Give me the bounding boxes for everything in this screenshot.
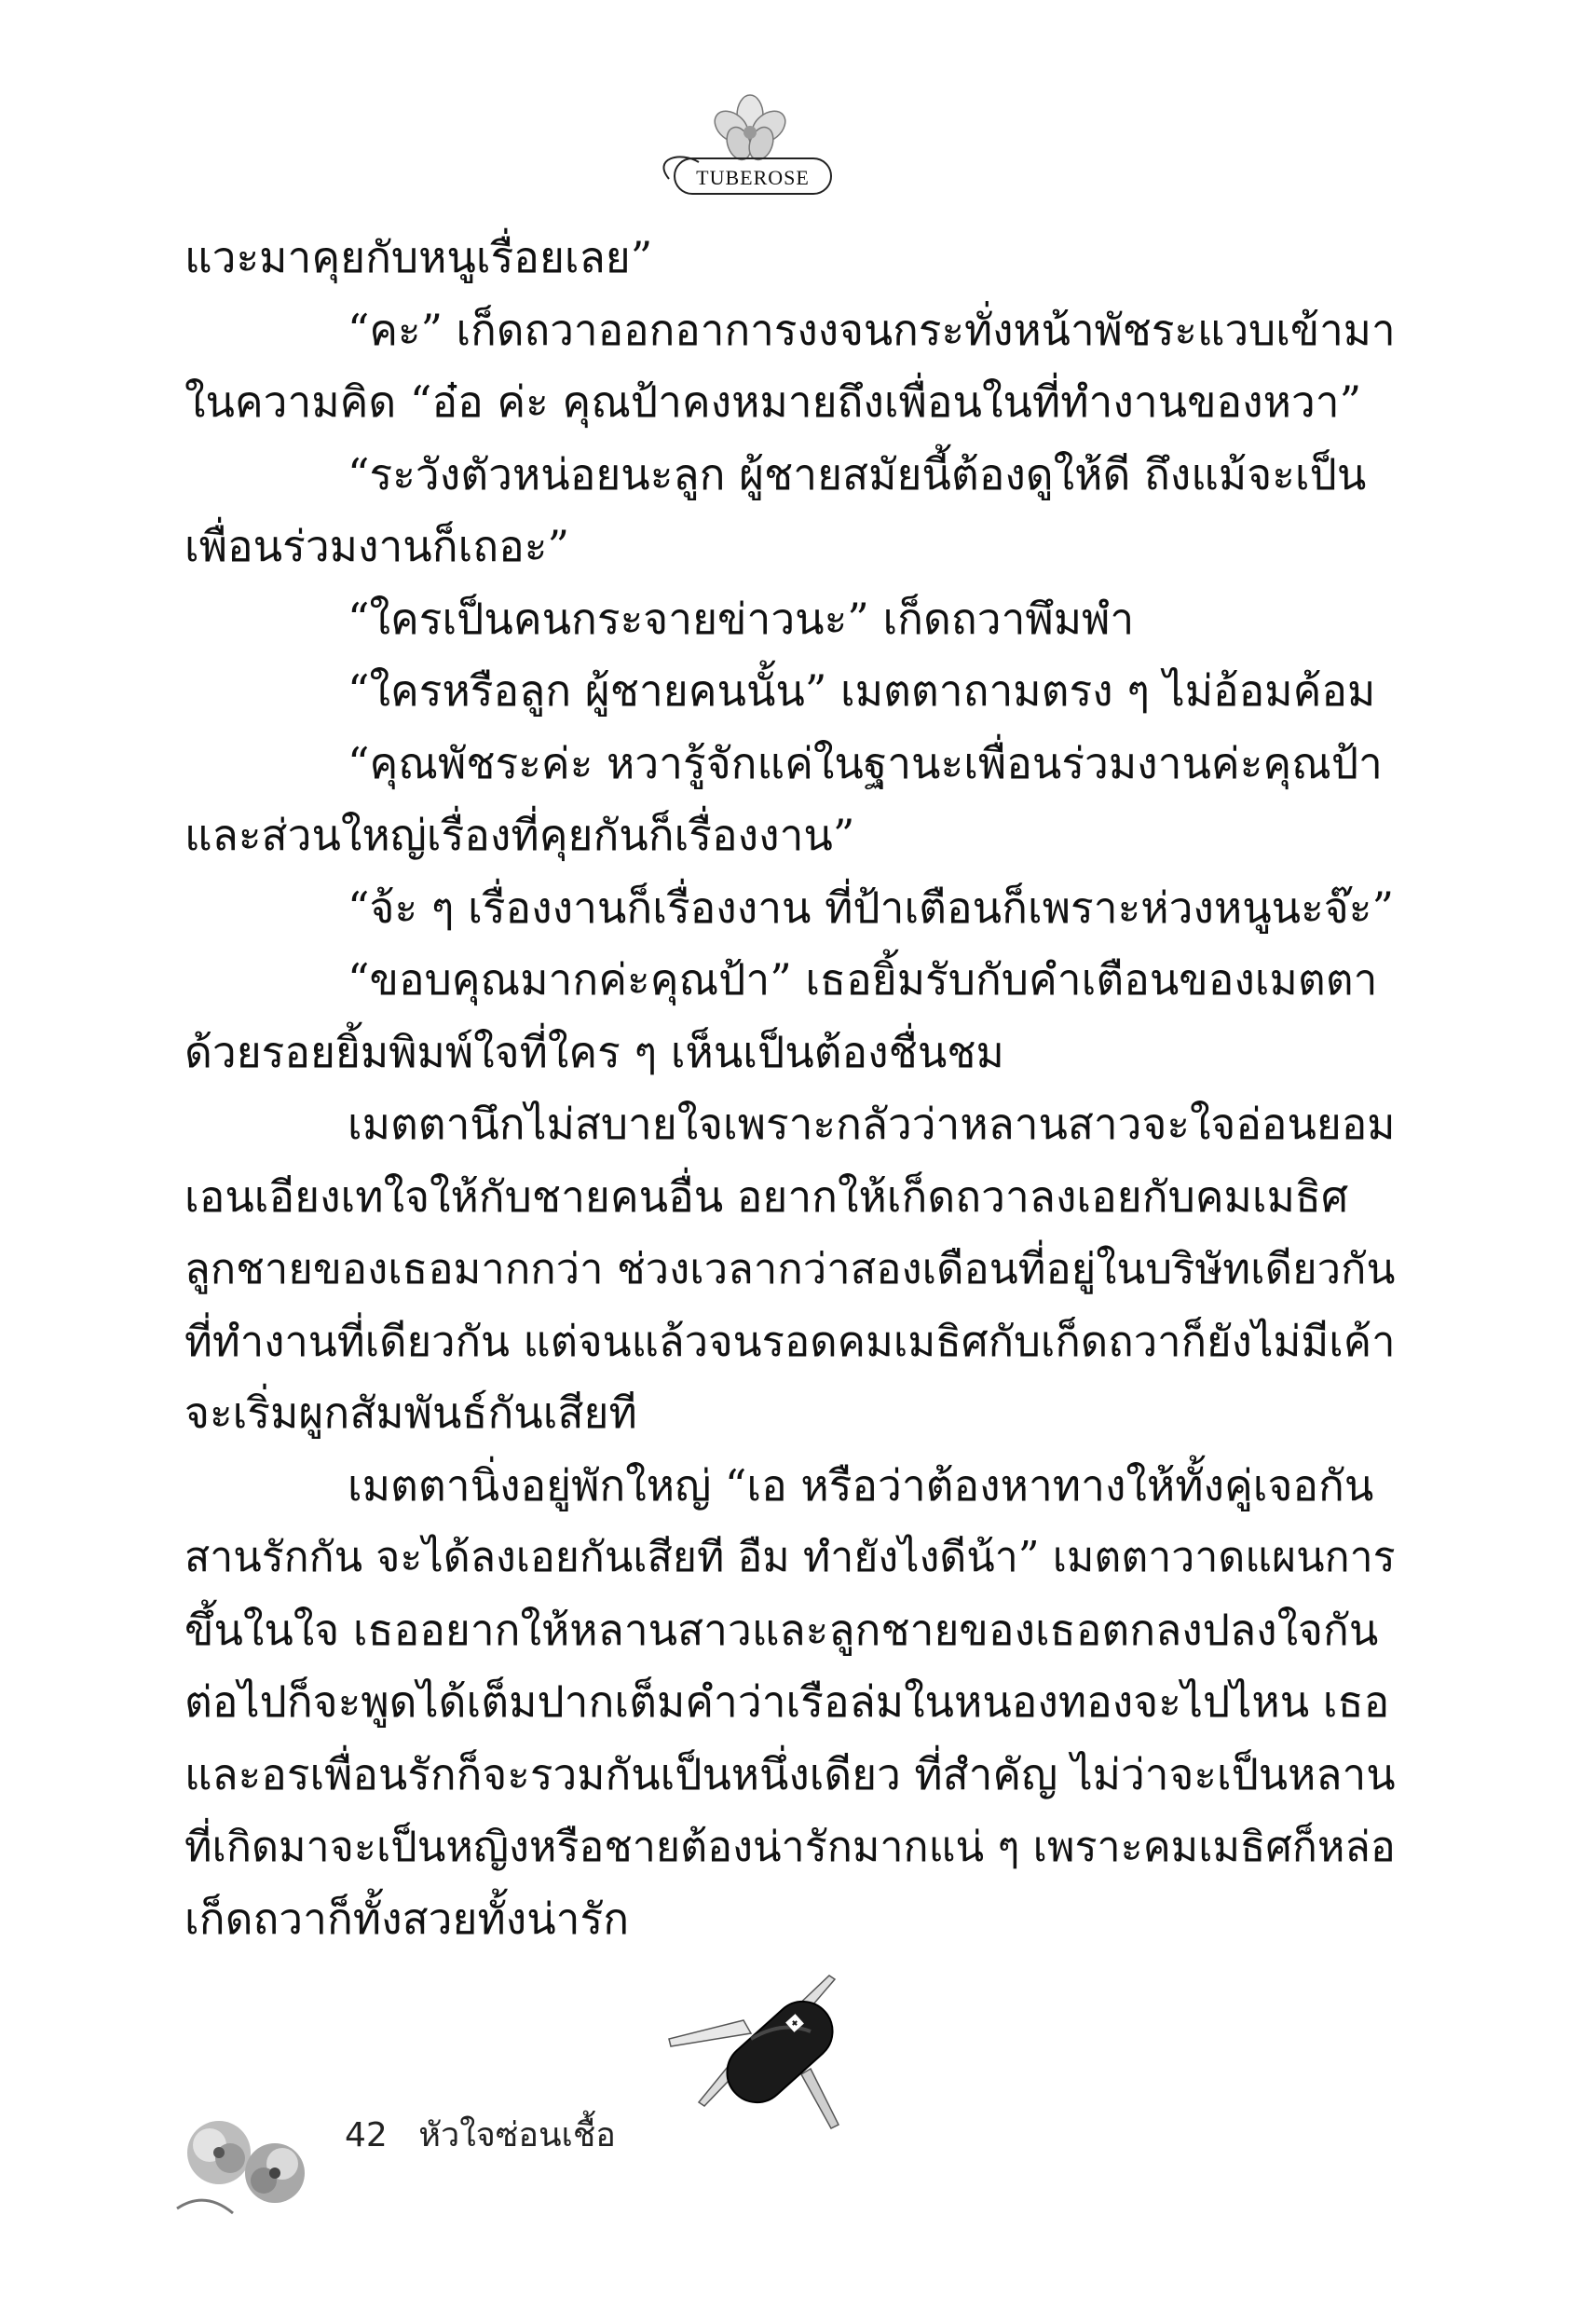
text-line: ที่ทำงานที่เดียวกัน แต่จนแล้วจนรอดคมเมธิศกับเก็ดถวาก็ยังไม่มีเค้า (184, 1316, 1396, 1366)
text-line: ขึ้นในใจ เธออยากให้หลานสาวและลูกชายของเธอตกลงปลงใจกัน (184, 1604, 1379, 1655)
text-line: เพื่อนร่วมงานก็เถอะ” (184, 521, 569, 571)
text-line: ในความคิด “อ๋อ ค่ะ คุณป้าคงหมายถึงเพื่อนในที่ทำงานของหวา” (184, 376, 1362, 427)
text-line: ลูกชายของเธอมากกว่า ช่วงเวลากว่าสองเดือนที่อยู่ในบริษัทเดียวกัน (184, 1244, 1396, 1293)
text-line: เมตตานึกไม่สบายใจเพราะกลัวว่าหลานสาวจะใจอ่อนยอม (348, 1099, 1396, 1149)
page-footer (345, 2108, 616, 2161)
text-line: เอนเอียงเทใจให้กับชายคนอื่น อยากให้เก็ดถวาลงเอยกับคมเมธิศ (184, 1170, 1349, 1222)
text-line: แวะมาคุยกับหนูเรื่อยเลย” (184, 232, 653, 282)
text-line: “คุณพัชระค่ะ หวารู้จักแค่ในฐานะเพื่อนร่วมงานค่ะคุณป้า (348, 737, 1383, 788)
text-line: จะเริ่มผูกสัมพันธ์กันเสียที (184, 1388, 637, 1438)
text-line: และอรเพื่อนรักก็จะรวมกันเป็นหนึ่งเดียว ที่สำคัญ ไม่ว่าจะเป็นหลาน (184, 1748, 1396, 1799)
text-line: เมตตานิ่งอยู่พักใหญ่ “เอ หรือว่าต้องหาทางให้ทั้งคู่เจอกัน (348, 1459, 1374, 1511)
text-line: สานรักกัน จะได้ลงเอยกันเสียที อืม ทำยังไงดีน้า” เมตตาวาดแผนการ (184, 1533, 1396, 1581)
text-line: และส่วนใหญ่เรื่องที่คุยกันก็เรื่องงาน” (184, 810, 855, 860)
text-line: “ใครหรือลูก ผู้ชายคนนั้น” เมตตาถามตรง ๆ ไม่อ้อมค้อม (348, 665, 1376, 716)
text-line: “ใครเป็นคนกระจายข่าวนะ” เก็ดถวาพึมพำ (348, 593, 1135, 644)
text-line: “ขอบคุณมากค่ะคุณป้า” เธอยิ้มรับกับคำเตือนของเมตตา (348, 954, 1378, 1005)
page-number: 42 (345, 2116, 388, 2154)
text-line: “จ้ะ ๆ เรื่องงานก็เรื่องงาน ที่ป้าเตือนก็เพราะห่วงหนูนะจ๊ะ” (348, 882, 1394, 933)
pocket-knife-icon (662, 1966, 866, 2153)
book-title: หัวใจซ่อนเชื้อ (418, 2116, 616, 2154)
text-line: ด้วยรอยยิ้มพิมพ์ใจที่ใคร ๆ เห็นเป็นต้องชื่นชม (184, 1026, 1004, 1077)
tuberose-logo (643, 93, 857, 205)
text-line: เก็ดถวาก็ทั้งสวยทั้งน่ารัก (184, 1893, 630, 1944)
logo-wordmark: TUBEROSE (696, 166, 810, 189)
footer-flower-icon (168, 2097, 326, 2227)
text-line: “คะ” เก็ดถวาออกอาการงงจนกระทั่งหน้าพัชระแวบเข้ามา (348, 305, 1396, 355)
page-body-text (184, 222, 1396, 1955)
flower-ornament-icon (709, 95, 792, 163)
text-line: ต่อไปก็จะพูดได้เต็มปากเต็มคำว่าเรือล่มในหนองทองจะไปไหน เธอ (184, 1676, 1390, 1727)
text-line: ที่เกิดมาจะเป็นหญิงหรือชายต้องน่ารักมากแน่ ๆ เพราะคมเมธิศก็หล่อ (184, 1822, 1396, 1871)
text-line: “ระวังตัวหน่อยนะลูก ผู้ชายสมัยนี้ต้องดูให้ดี ถึงแม้จะเป็น (348, 448, 1367, 499)
